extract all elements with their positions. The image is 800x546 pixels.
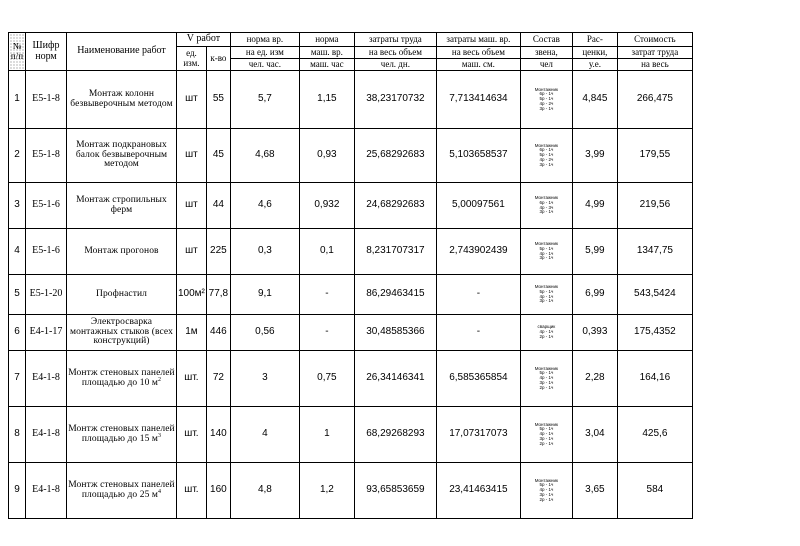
row-norm-mach: 0,93	[299, 129, 354, 183]
row-labor: 68,29268293	[354, 407, 436, 463]
crew-line: Монтажник	[534, 195, 559, 201]
row-mach: 2,743902439	[436, 229, 520, 275]
header-norm-time-c: чел. час.	[230, 59, 299, 71]
header-norm-time-b: на ед. изм	[230, 47, 299, 59]
row-crew	[520, 407, 572, 463]
row-rate: 4,845	[572, 71, 617, 129]
row-cost: 219,56	[617, 183, 692, 229]
crew-line: 4р - 1ч	[539, 487, 554, 493]
row-mach: 23,41463415	[436, 463, 520, 519]
row-labor: 30,48585366	[354, 315, 436, 351]
row-code: Е4-1-8	[26, 351, 67, 407]
row-rate: 5,99	[572, 229, 617, 275]
header-norm-mach-a: норма	[299, 33, 354, 47]
crew-line: 5р - 1ч	[539, 96, 554, 102]
row-crew	[520, 129, 572, 183]
row-code: Е5-1-20	[26, 275, 67, 315]
row-labor: 8,231707317	[354, 229, 436, 275]
header-no: № п/п	[9, 33, 26, 71]
crew-line: 3р - 1ч	[539, 209, 554, 215]
row-crew	[520, 183, 572, 229]
crew-line: 5р - 1ч	[539, 370, 554, 376]
header-crew-b: звена,	[520, 47, 572, 59]
row-unit: шт.	[177, 351, 207, 407]
row-mach: 7,713414634	[436, 71, 520, 129]
row-count: 45	[206, 129, 230, 183]
crew-line: 5р - 1ч	[539, 245, 554, 251]
header-crew-c: чел	[520, 59, 572, 71]
row-cost: 164,16	[617, 351, 692, 407]
row-code: Е5-1-6	[26, 229, 67, 275]
row-labor: 38,23170732	[354, 71, 436, 129]
header-cost-c: на весь	[617, 59, 692, 71]
table-row	[9, 71, 693, 129]
row-crew	[520, 315, 572, 351]
row-name: Монтаж колонн безвыверочным методом	[67, 71, 177, 129]
row-name: Монтаж прогонов	[67, 229, 177, 275]
header-volume: V работ	[177, 33, 231, 47]
crew-line: 6р - 1ч	[539, 147, 554, 153]
row-name-text: Монтж стеновых панелей площадью до 25 м	[68, 479, 175, 500]
row-count: 44	[206, 183, 230, 229]
header-count: к-во	[206, 47, 230, 71]
row-name	[67, 407, 177, 463]
row-name: Профнастил	[67, 275, 177, 315]
row-cost: 543,5424	[617, 275, 692, 315]
row-norm-mach: 1,15	[299, 71, 354, 129]
crew-line: 4р - 1ч	[539, 329, 554, 335]
row-count: 225	[206, 229, 230, 275]
row-cost: 266,475	[617, 71, 692, 129]
table-row	[9, 315, 693, 351]
row-norm-mach: 0,932	[299, 183, 354, 229]
row-norm-mach: 1,2	[299, 463, 354, 519]
row-unit: шт	[177, 129, 207, 183]
row-unit: шт	[177, 71, 207, 129]
row-unit: 1м	[177, 315, 207, 351]
table-row	[9, 463, 693, 519]
row-unit: шт	[177, 229, 207, 275]
row-no: 2	[9, 129, 26, 183]
row-count: 72	[206, 351, 230, 407]
row-cost: 179,55	[617, 129, 692, 183]
row-code: Е5-1-6	[26, 183, 67, 229]
row-no: 6	[9, 315, 26, 351]
row-norm-time: 0,56	[230, 315, 299, 351]
row-norm-mach: 0,1	[299, 229, 354, 275]
row-labor: 26,34146341	[354, 351, 436, 407]
row-crew	[520, 351, 572, 407]
row-unit: шт.	[177, 463, 207, 519]
crew-line: 2р - 1ч	[539, 496, 554, 502]
row-count: 140	[206, 407, 230, 463]
row-code: Е5-1-8	[26, 129, 67, 183]
crew-line: 2р - 1ч	[539, 384, 554, 390]
crew-line: 4р - 3ч	[539, 204, 554, 210]
header-rate-a: Рас-	[572, 33, 617, 47]
header-cost-b: затрат труда	[617, 47, 692, 59]
row-norm-mach: 1	[299, 407, 354, 463]
crew-line: 4р - 1ч	[539, 293, 554, 299]
table-row	[9, 351, 693, 407]
crew-line: 3р - 1ч	[539, 298, 554, 304]
crew-line: 2р - 1ч	[539, 440, 554, 446]
crew-line: Монтажник	[534, 421, 559, 427]
row-no: 1	[9, 71, 26, 129]
crew-line: Монтажник	[534, 86, 559, 92]
row-count: 160	[206, 463, 230, 519]
crew-line: Монтажник	[534, 142, 559, 148]
row-rate: 3,99	[572, 129, 617, 183]
row-norm-time: 4	[230, 407, 299, 463]
crew-line: 4р - 1ч	[539, 375, 554, 381]
crew-line: 3р - 1ч	[539, 105, 554, 111]
header-unit: ед. изм.	[177, 47, 207, 71]
row-rate: 2,28	[572, 351, 617, 407]
crew-line: Монтажник	[534, 477, 559, 483]
row-crew	[520, 71, 572, 129]
row-rate: 3,04	[572, 407, 617, 463]
row-no: 9	[9, 463, 26, 519]
row-mach: 5,00097561	[436, 183, 520, 229]
table-row	[9, 275, 693, 315]
crew-line: 3р - 1ч	[539, 491, 554, 497]
crew-line: 5р - 1ч	[539, 152, 554, 158]
row-norm-time: 3	[230, 351, 299, 407]
header-labor-b: на весь объем	[354, 47, 436, 59]
header-mach-a: затраты маш. вр.	[436, 33, 520, 47]
row-labor: 93,65853659	[354, 463, 436, 519]
header-crew-a: Состав	[520, 33, 572, 47]
row-unit: шт.	[177, 407, 207, 463]
header-norm-mach-c: маш. час	[299, 59, 354, 71]
header-code: Шифр норм	[26, 33, 67, 71]
row-no: 7	[9, 351, 26, 407]
row-name	[67, 463, 177, 519]
header-labor-c: чел. дн.	[354, 59, 436, 71]
header-labor-a: затраты труда	[354, 33, 436, 47]
row-name-sup: 4	[158, 488, 162, 495]
crew-line: 3р - 1ч	[539, 161, 554, 167]
row-crew	[520, 229, 572, 275]
row-norm-time: 5,7	[230, 71, 299, 129]
header-rate-c: у.е.	[572, 59, 617, 71]
crew-line: 4р - 2ч	[539, 156, 554, 162]
row-code: Е4-1-8	[26, 463, 67, 519]
row-name-text: Монтж стеновых панелей площадью до 10 м	[68, 367, 175, 388]
crew-line: Монтажник	[534, 365, 559, 371]
crew-line: 2р - 1ч	[539, 333, 554, 339]
row-norm-time: 4,6	[230, 183, 299, 229]
row-norm-time: 4,68	[230, 129, 299, 183]
header-norm-time-a: норма вр.	[230, 33, 299, 47]
crew-line: Монтажник	[534, 241, 559, 247]
row-name	[67, 351, 177, 407]
crew-line: 5р - 1ч	[539, 426, 554, 432]
row-mach: -	[436, 315, 520, 351]
header-rate-b: ценки,	[572, 47, 617, 59]
row-no: 4	[9, 229, 26, 275]
row-name-text: Монтж стеновых панелей площадью до 15 м	[68, 423, 175, 444]
row-norm-time: 4,8	[230, 463, 299, 519]
row-norm-mach: 0,75	[299, 351, 354, 407]
header-mach-c: маш. см.	[436, 59, 520, 71]
crew-line: 4р - 1ч	[539, 250, 554, 256]
row-rate: 6,99	[572, 275, 617, 315]
crew-line: 5р - 1ч	[539, 288, 554, 294]
row-rate: 3,65	[572, 463, 617, 519]
row-name: Монтаж стропильных ферм	[67, 183, 177, 229]
row-no: 3	[9, 183, 26, 229]
crew-line: Монтажник	[534, 284, 559, 290]
crew-line: 6р - 1ч	[539, 199, 554, 205]
row-name: Монтаж подкрановых балок безвыверочным методом	[67, 129, 177, 183]
row-mach: 6,585365854	[436, 351, 520, 407]
row-norm-mach: -	[299, 275, 354, 315]
row-cost: 584	[617, 463, 692, 519]
row-cost: 175,4352	[617, 315, 692, 351]
header-norm-mach-b: маш. вр.	[299, 47, 354, 59]
row-labor: 25,68292683	[354, 129, 436, 183]
row-labor: 24,68292683	[354, 183, 436, 229]
table-row	[9, 407, 693, 463]
row-unit: шт	[177, 183, 207, 229]
row-count: 446	[206, 315, 230, 351]
row-rate: 0,393	[572, 315, 617, 351]
crew-line: 6р - 1ч	[539, 91, 554, 97]
header-mach-b: на весь объем	[436, 47, 520, 59]
row-norm-time: 9,1	[230, 275, 299, 315]
row-rate: 4,99	[572, 183, 617, 229]
row-no: 5	[9, 275, 26, 315]
row-count: 77,8	[206, 275, 230, 315]
row-code: Е5-1-8	[26, 71, 67, 129]
row-name-sup: 3	[158, 432, 162, 439]
crew-line: 5р - 1ч	[539, 482, 554, 488]
table-row	[9, 183, 693, 229]
table-row	[9, 229, 693, 275]
row-mach: 5,103658537	[436, 129, 520, 183]
row-cost: 1347,75	[617, 229, 692, 275]
row-mach: -	[436, 275, 520, 315]
row-mach: 17,07317073	[436, 407, 520, 463]
work-volume-table	[8, 32, 693, 519]
row-no: 8	[9, 407, 26, 463]
crew-line: сварщик	[537, 324, 556, 330]
row-code: Е4-1-17	[26, 315, 67, 351]
crew-line: 3р - 1ч	[539, 255, 554, 261]
crew-line: 3р - 1ч	[539, 435, 554, 441]
header-cost-a: Стоимость	[617, 33, 692, 47]
row-code: Е4-1-8	[26, 407, 67, 463]
row-norm-mach: -	[299, 315, 354, 351]
crew-line: 3р - 1ч	[539, 379, 554, 385]
row-crew	[520, 463, 572, 519]
table-row	[9, 129, 693, 183]
row-cost: 425,6	[617, 407, 692, 463]
row-unit: 100м²	[177, 275, 207, 315]
row-name-sup: 2	[158, 376, 162, 383]
row-count: 55	[206, 71, 230, 129]
row-labor: 86,29463415	[354, 275, 436, 315]
crew-line: 4р - 2ч	[539, 100, 554, 106]
header-name: Наименование работ	[67, 33, 177, 71]
row-norm-time: 0,3	[230, 229, 299, 275]
row-crew	[520, 275, 572, 315]
row-name: Электросварка монтажных стыков (всех конструкций)	[67, 315, 177, 351]
crew-line: 4р - 1ч	[539, 431, 554, 437]
